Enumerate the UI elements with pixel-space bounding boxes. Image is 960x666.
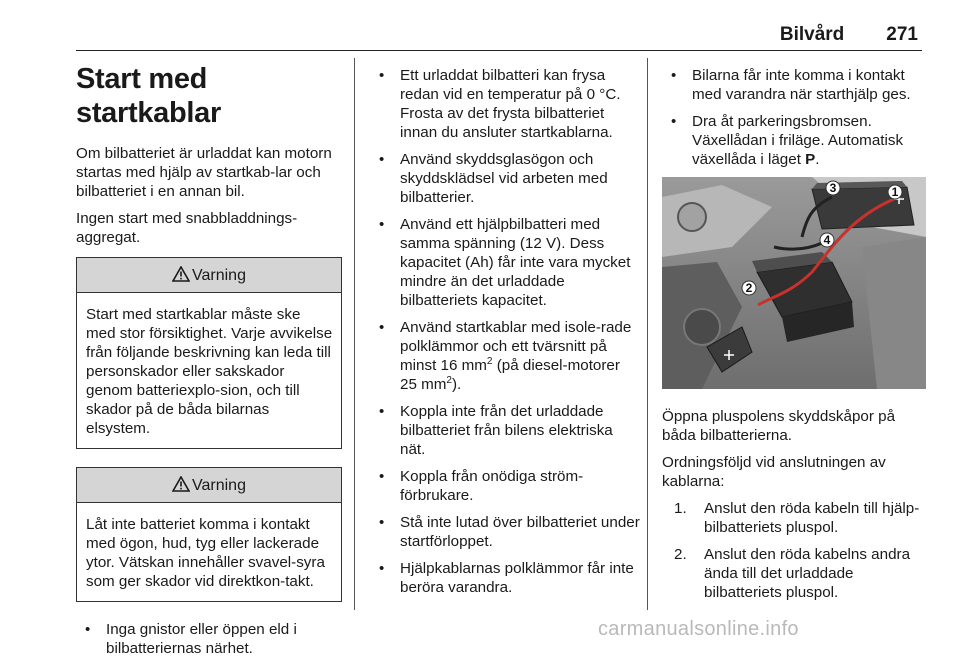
jump-start-illustration xyxy=(662,177,926,389)
watermark: carmanualsonline.info xyxy=(598,618,799,640)
list-item xyxy=(370,318,640,394)
page-header xyxy=(780,24,918,52)
paragraph: Ordningsföljd vid anslutningen av kablarna: xyxy=(662,454,886,490)
section-title: Bilvård xyxy=(779,24,845,45)
figure-label-4: 4 xyxy=(823,233,831,247)
intro-paragraph: Ingen start med snabbladdnings-aggregat. xyxy=(76,210,298,246)
numbered-list xyxy=(662,499,927,602)
figure-label-3: 3 xyxy=(829,181,837,195)
list-item: • Bilarna får inte komma i kontakt med varandra när starthjälp ges. xyxy=(662,66,927,104)
list-item: • Använd skyddsglasögon och skyddsklädsel vid arbeten med bilbatterier. xyxy=(370,150,640,207)
warning-box xyxy=(76,257,342,449)
step-number: 1. xyxy=(674,500,687,517)
gear-position: P xyxy=(805,151,816,168)
list-item: • Ett urladdat bilbatteri kan frysa redan vid en temperatur på 0 °C. Frosta av det frysta bilbatteriet innan du ansluter startkablarna. xyxy=(370,66,640,142)
warning-triangle-icon xyxy=(172,476,190,492)
list-item xyxy=(662,499,927,537)
list-item-text: Använd startkablar med isole-rade polklämmor och ett tvärsnitt på minst 16 mm xyxy=(400,319,632,374)
superscript: 2 xyxy=(486,355,493,367)
figure-label-2: 2 xyxy=(745,281,753,295)
page-number: 271 xyxy=(886,24,918,45)
list-item: • Stå inte lutad över bilbatteriet under startförloppet. xyxy=(370,513,640,551)
superscript: 2 xyxy=(446,374,452,386)
list-item-text: (på diesel-motorer 25 mm xyxy=(400,357,620,393)
list-item: • Koppla från onödiga ström-förbrukare. xyxy=(370,467,640,505)
figure-label-1: 1 xyxy=(891,185,899,199)
step-text: Anslut den röda kabeln till hjälp-bilbatteriets pluspol. xyxy=(704,500,920,536)
list-item: • Koppla inte från det urladdade bilbatteriet från bilens elektriska nät. xyxy=(370,402,640,459)
list-item-text: ). xyxy=(451,376,462,393)
list-item: • Hjälpkablarnas polklämmor får inte beröra varandra. xyxy=(370,559,640,597)
warning-text: Start med startkablar måste ske med stor försiktighet. Varje avvikelse från följande beskrivning kan leda till personskador eller sakskador genom batteriexplo-sion, och till skador på de båda bilarnas elsystem. xyxy=(86,306,333,437)
intro-paragraph: Om bilbatteriet är urladdat kan motorn startas med hjälp av startkab-lar och bilbatteriet i en annan bil. xyxy=(76,145,332,200)
column-divider-2 xyxy=(647,58,648,610)
warning-label: Varning xyxy=(192,477,246,494)
warning-box xyxy=(76,467,342,602)
list-item xyxy=(662,112,927,169)
list-item xyxy=(662,545,927,602)
column-1 xyxy=(76,62,342,666)
list-item: • Inga gnistor eller öppen eld i bilbatteriernas närhet. xyxy=(76,620,342,658)
list-item-text: Dra åt parkeringsbromsen. Växellådan i friläge. Automatisk växellåda i läget xyxy=(692,113,904,168)
warning-label: Varning xyxy=(192,267,246,284)
warning-text: Låt inte batteriet komma i kontakt med ögon, hud, tyg eller lackerade ytor. Vätskan innehåller svavel-syra som ger skador vid direktkon-takt. xyxy=(86,516,325,590)
bullet-list xyxy=(662,66,927,169)
step-text: Anslut den röda kabelns andra ända till det urladdade bilbatteriets pluspol. xyxy=(704,546,911,601)
bullet-list xyxy=(370,66,640,597)
warning-header xyxy=(77,258,341,293)
step-number: 2. xyxy=(674,546,687,563)
warning-triangle-icon xyxy=(172,266,190,282)
warning-header xyxy=(77,468,341,503)
column-3 xyxy=(662,66,927,610)
column-divider-1 xyxy=(354,58,355,610)
list-item: • Använd ett hjälpbilbatteri med samma spänning (12 V). Dess kapacitet (Ah) får inte vara mycket mindre än det urladdade bilbatteriets kapacitet. xyxy=(370,215,640,310)
header-rule xyxy=(76,50,922,51)
list-item-text: . xyxy=(815,151,820,168)
page-title: Start med startkablar xyxy=(76,63,221,129)
bullet-list xyxy=(76,620,342,658)
paragraph: Öppna pluspolens skyddskåpor på båda bilbatterierna. xyxy=(662,408,896,444)
column-2 xyxy=(370,66,640,605)
